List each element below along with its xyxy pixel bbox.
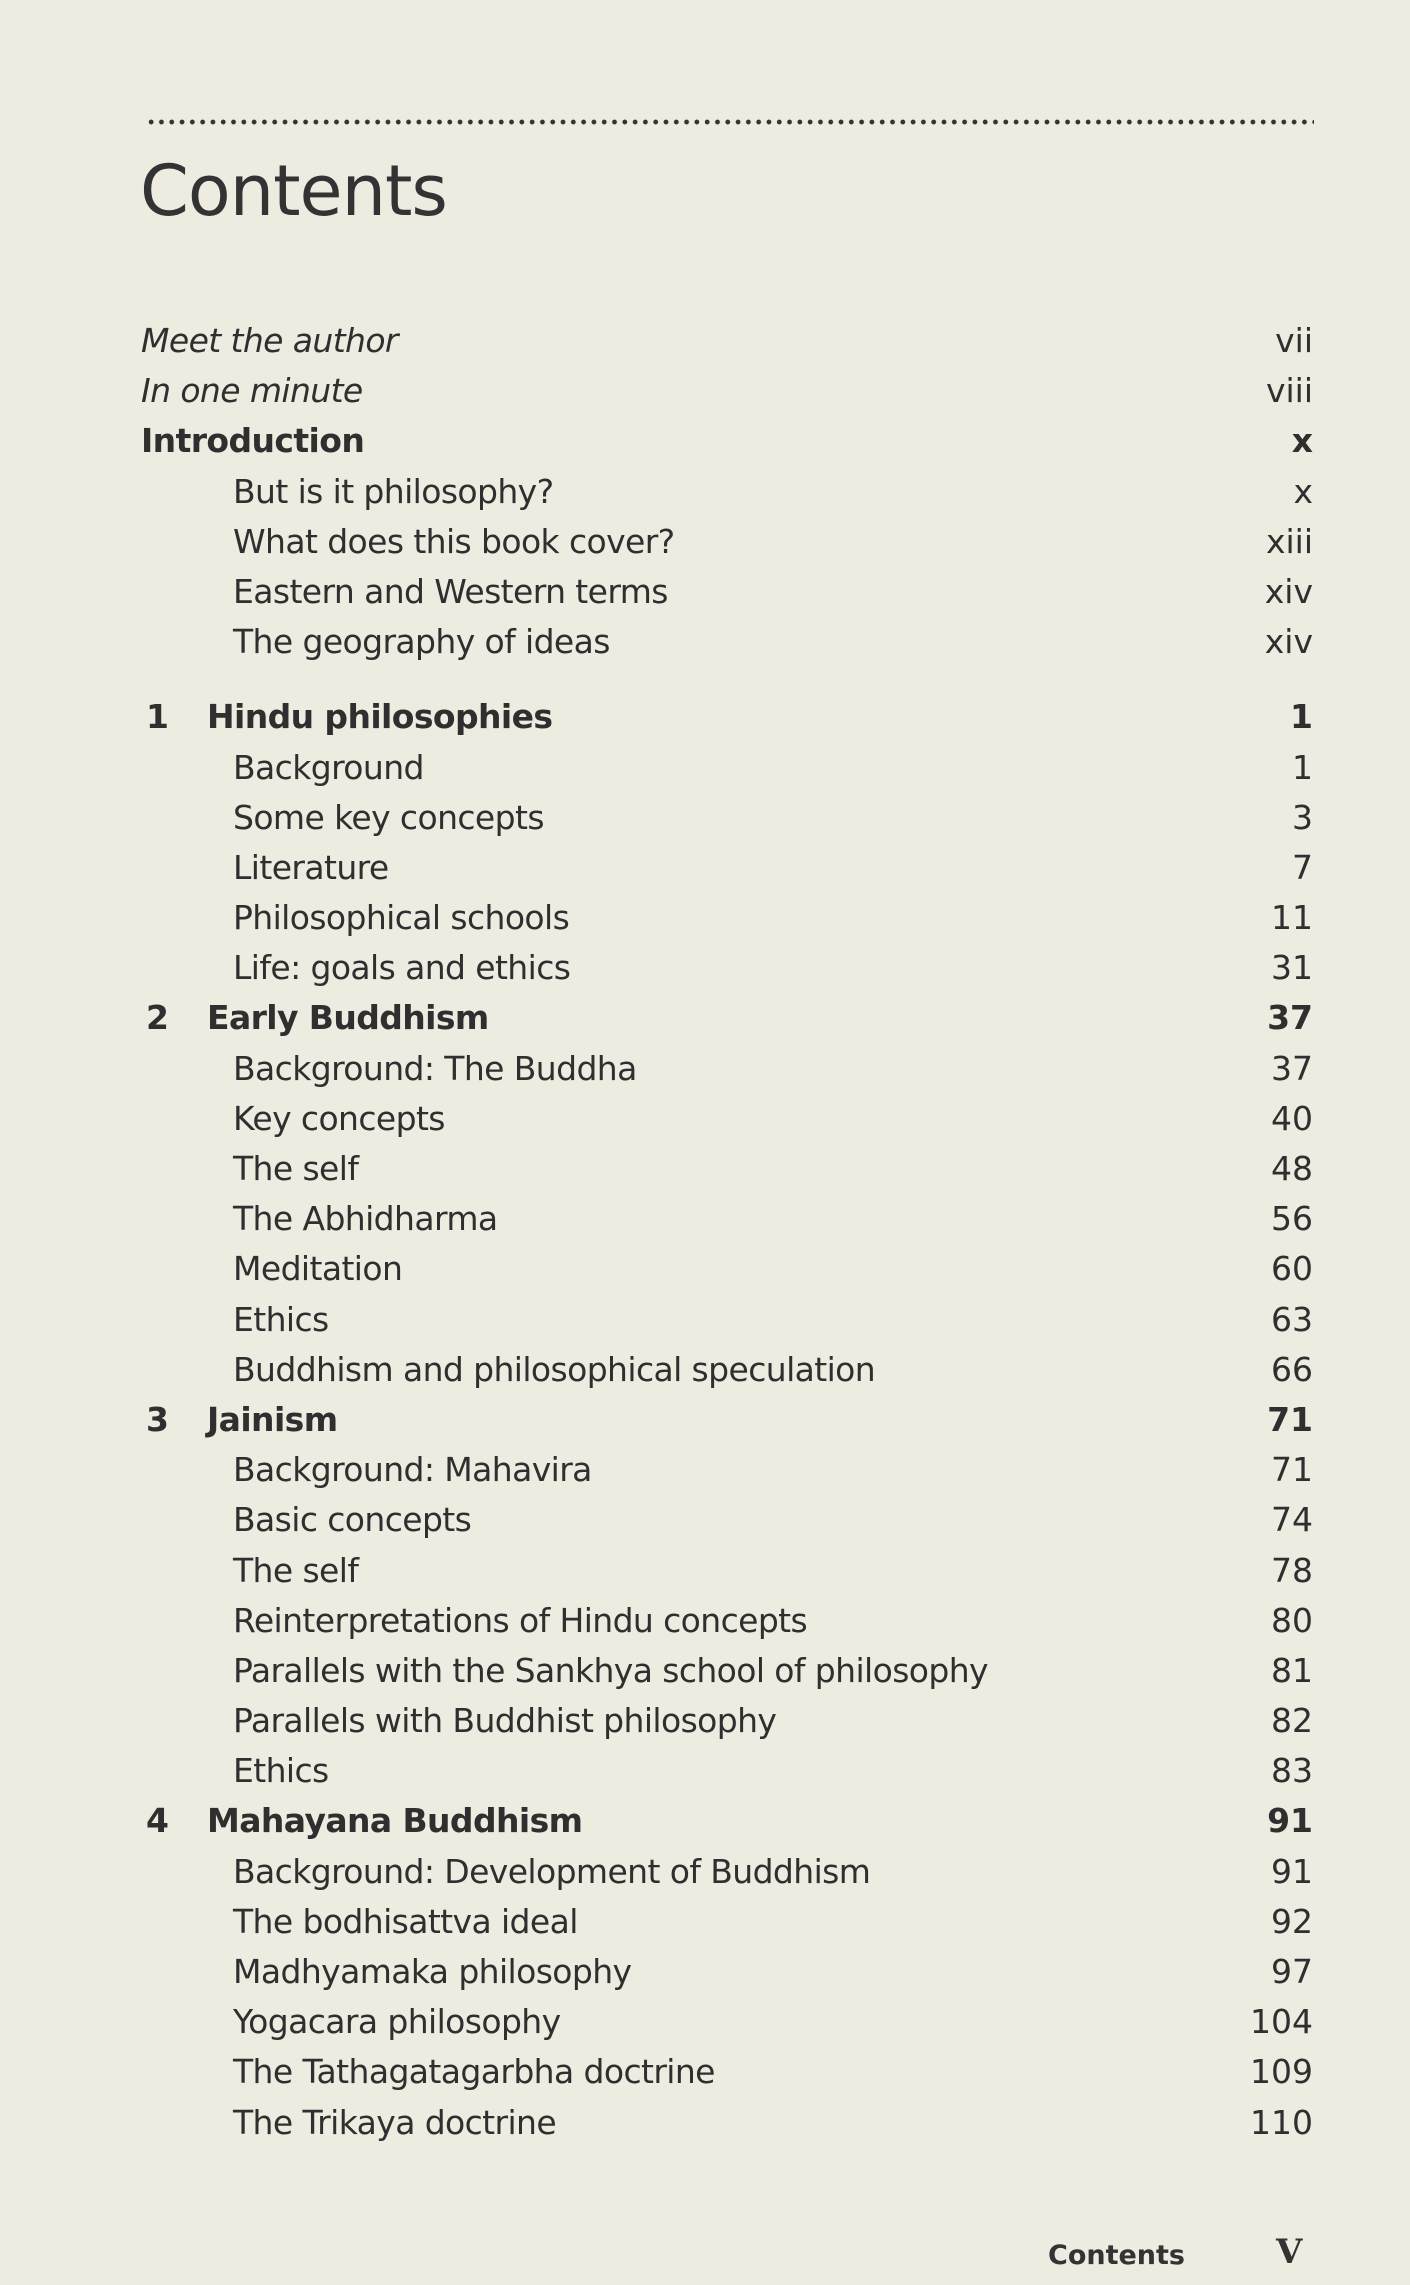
entry-label: The self — [233, 1550, 359, 1590]
entry-label: Background: Mahavira — [233, 1450, 592, 1490]
page-number: 40 — [1271, 1098, 1313, 1138]
entry-label: Madhyamaka philosophy — [233, 1952, 632, 1991]
entry-label: But is it philosophy? — [233, 471, 554, 511]
entry-label: Hindu philosophies — [207, 697, 553, 737]
toc-entry-chapter[interactable] — [141, 1395, 1313, 1445]
entry-label: Reinterpretations of Hindu concepts — [233, 1600, 808, 1640]
toc-entry-section[interactable] — [141, 567, 1313, 617]
page-number: 7 — [1292, 847, 1313, 887]
entry-label: Philosophical schools — [233, 898, 570, 938]
entry-label: Parallels with the Sankhya school of philosophy — [233, 1650, 988, 1690]
page-number: 92 — [1271, 1901, 1313, 1941]
page-number: xiv — [1264, 571, 1313, 611]
entry-label: Meditation — [233, 1249, 403, 1289]
toc-entry-section[interactable] — [141, 1445, 1313, 1495]
dotted-rule — [146, 118, 1314, 126]
entry-label: Ethics — [233, 1299, 329, 1339]
page-number: 91 — [1271, 1851, 1313, 1891]
page-number: 37 — [1271, 1048, 1313, 1088]
page-number: 74 — [1271, 1500, 1313, 1540]
toc-entry-section[interactable] — [141, 893, 1313, 943]
page-folio: V — [1276, 2232, 1303, 2272]
toc-entry-section[interactable] — [141, 1947, 1313, 1997]
entry-label: The Trikaya doctrine — [233, 2102, 557, 2142]
entry-label: Early Buddhism — [207, 998, 489, 1038]
page-number: 63 — [1271, 1299, 1313, 1339]
toc-entry-section[interactable] — [141, 467, 1313, 517]
toc-entry-section[interactable] — [141, 1194, 1313, 1244]
entry-label: Basic concepts — [233, 1500, 472, 1540]
entry-label: Ethics — [233, 1751, 329, 1791]
entry-label: Buddhism and philosophical speculation — [233, 1349, 876, 1389]
toc-entry-section[interactable] — [141, 1646, 1313, 1696]
entry-label: What does this book cover? — [233, 521, 675, 561]
entry-label: Background: The Buddha — [233, 1048, 637, 1088]
entry-label: Some key concepts — [233, 797, 544, 837]
chapter-number: 2 — [146, 998, 169, 1038]
page-number: xiv — [1264, 622, 1313, 662]
toc-entry-front-matter[interactable] — [141, 316, 1313, 366]
page-number: x — [1293, 471, 1313, 511]
page-number: 1 — [1290, 697, 1313, 737]
page-number: 1 — [1292, 747, 1313, 787]
entry-label: Life: goals and ethics — [233, 948, 571, 988]
entry-label: The self — [233, 1149, 359, 1188]
page-number: 82 — [1271, 1701, 1313, 1741]
page-number: 81 — [1271, 1650, 1313, 1690]
toc-entry-section[interactable] — [141, 2098, 1313, 2148]
toc-entry-section[interactable] — [141, 1244, 1313, 1294]
entry-label: Meet the author — [141, 321, 398, 360]
toc-entry-front-matter[interactable] — [141, 366, 1313, 416]
page-number: xiii — [1265, 521, 1313, 561]
toc-entry-section[interactable] — [141, 1495, 1313, 1545]
toc-entry-section[interactable] — [141, 1295, 1313, 1345]
toc-entry-section[interactable] — [141, 1546, 1313, 1596]
toc-entry-section[interactable] — [141, 1596, 1313, 1646]
entry-label: Background: Development of Buddhism — [233, 1851, 871, 1891]
entry-label: The Tathagatagarbha doctrine — [233, 2052, 715, 2092]
chapter-number: 4 — [146, 1801, 169, 1841]
page-number: 56 — [1271, 1199, 1313, 1239]
page-number: 110 — [1250, 2102, 1313, 2142]
toc-entry-section[interactable] — [141, 743, 1313, 793]
page-number: 71 — [1271, 1450, 1313, 1490]
page-number: 60 — [1271, 1249, 1313, 1289]
entry-label: Background — [233, 747, 424, 787]
toc-entry-section[interactable] — [141, 1746, 1313, 1796]
running-footer: Contents — [1048, 2240, 1186, 2271]
table-of-contents — [141, 316, 1313, 2148]
entry-label: The bodhisattva ideal — [233, 1901, 578, 1941]
entry-label: Literature — [233, 847, 389, 887]
toc-entry-section[interactable] — [141, 1345, 1313, 1395]
page-number: 71 — [1267, 1399, 1313, 1439]
toc-entry-section[interactable] — [141, 1044, 1313, 1094]
toc-entry-chapter[interactable] — [141, 692, 1313, 742]
toc-entry-introduction[interactable] — [141, 416, 1313, 466]
page-number: 78 — [1271, 1550, 1313, 1590]
entry-label: Eastern and Western terms — [233, 571, 668, 611]
toc-entry-section[interactable] — [141, 1897, 1313, 1947]
page-number: x — [1291, 421, 1313, 461]
toc-entry-section[interactable] — [141, 843, 1313, 893]
toc-entry-section[interactable] — [141, 2047, 1313, 2097]
toc-entry-section[interactable] — [141, 617, 1313, 667]
entry-label: Introduction — [141, 421, 365, 461]
page-number: 97 — [1271, 1952, 1313, 1991]
chapter-number: 1 — [146, 697, 169, 737]
toc-entry-section[interactable] — [141, 793, 1313, 843]
toc-entry-section[interactable] — [141, 1847, 1313, 1897]
toc-entry-section[interactable] — [141, 943, 1313, 993]
page-number: 31 — [1271, 948, 1313, 988]
page-title: Contents — [140, 150, 447, 232]
entry-label: The Abhidharma — [233, 1199, 498, 1239]
page-number: 66 — [1271, 1349, 1313, 1389]
entry-label: Parallels with Buddhist philosophy — [233, 1701, 777, 1741]
entry-label: Mahayana Buddhism — [207, 1801, 583, 1841]
entry-label: Yogacara philosophy — [233, 2002, 561, 2042]
toc-entry-section[interactable] — [141, 1997, 1313, 2047]
toc-entry-section[interactable] — [141, 517, 1313, 567]
page-number: 37 — [1267, 998, 1313, 1038]
entry-label: Key concepts — [233, 1098, 445, 1138]
toc-entry-section[interactable] — [141, 1094, 1313, 1144]
page-number: 109 — [1250, 2052, 1313, 2092]
page-number: 91 — [1267, 1801, 1313, 1841]
toc-entry-section[interactable] — [141, 1144, 1313, 1194]
page-number: 48 — [1271, 1149, 1313, 1188]
entry-label: The geography of ideas — [233, 622, 610, 662]
entry-label: In one minute — [141, 371, 363, 411]
chapter-number: 3 — [146, 1399, 169, 1439]
spacer — [141, 667, 1313, 692]
page-number: viii — [1265, 371, 1313, 411]
page-number: 11 — [1271, 898, 1313, 938]
page-number: 104 — [1250, 2002, 1313, 2042]
page-number: 3 — [1292, 797, 1313, 837]
toc-entry-section[interactable] — [141, 1696, 1313, 1746]
entry-label: Jainism — [207, 1399, 338, 1439]
toc-entry-chapter[interactable] — [141, 1796, 1313, 1846]
page-number: 80 — [1271, 1600, 1313, 1640]
toc-entry-chapter[interactable] — [141, 993, 1313, 1043]
page-number: vii — [1275, 321, 1313, 360]
page-number: 83 — [1271, 1751, 1313, 1791]
